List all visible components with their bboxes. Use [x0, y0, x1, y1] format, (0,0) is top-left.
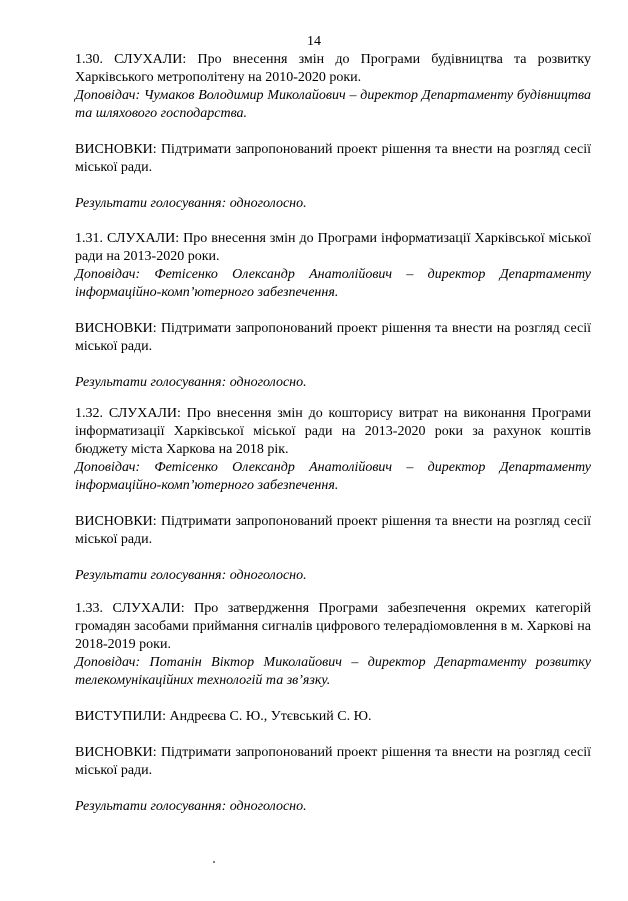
- vote-result: Результати голосування: одноголосно.: [75, 799, 307, 814]
- heard-heading: 1.32. СЛУХАЛИ: Про внесення змін до кошторису витрат на виконання Програми інформатизації Харківської міської ради на 2013-2020 роки за рахунок коштів бюджету міста Харкова на 2018 рік.: [75, 406, 591, 457]
- speaker-line: Доповідач: Потанін Віктор Миколайович – директор Департаменту розвитку телекомунікаційних технологій та зв’язку.: [75, 655, 591, 688]
- vote-result: Результати голосування: одноголосно.: [75, 568, 307, 583]
- vote-result: Результати голосування: одноголосно.: [75, 375, 307, 390]
- page-number: 14: [307, 34, 321, 49]
- conclusion-text: ВИСНОВКИ: Підтримати запропонований проект рішення та внести на розгляд сесії міської ради.: [75, 142, 591, 175]
- conclusion-text: ВИСНОВКИ: Підтримати запропонований проект рішення та внести на розгляд сесії міської ради.: [75, 321, 591, 354]
- vote-result: Результати голосування: одноголосно.: [75, 196, 307, 211]
- heard-heading: 1.33. СЛУХАЛИ: Про затвердження Програми забезпечення окремих категорій громадян засобами приймання сигналів цифрового телерадіомовлення в м. Харкові на 2018-2019 роки.: [75, 601, 591, 652]
- speaker-line: Доповідач: Фетісенко Олександр Анатолійович – директор Департаменту інформаційно-комп’ютерного забезпечення.: [75, 267, 591, 300]
- conclusion-text: ВИСНОВКИ: Підтримати запропонований проект рішення та внести на розгляд сесії міської ради.: [75, 514, 591, 547]
- agenda-item-1-32: [75, 405, 591, 585]
- speaker-line: Доповідач: Фетісенко Олександр Анатолійович – директор Департаменту інформаційно-комп’ютерного забезпечення.: [75, 460, 591, 493]
- conclusion-text: ВИСНОВКИ: Підтримати запропонований проект рішення та внести на розгляд сесії міської ради.: [75, 745, 591, 778]
- heard-heading: 1.31. СЛУХАЛИ: Про внесення змін до Програми інформатизації Харківської міської ради на 2013-2020 роки.: [75, 231, 591, 264]
- agenda-item-1-30: [75, 51, 591, 213]
- speakers-out: ВИСТУПИЛИ: Андреєва С. Ю., Утєвський С. Ю.: [75, 709, 372, 724]
- scan-speck: [213, 861, 215, 863]
- agenda-item-1-33: [75, 600, 591, 816]
- speaker-line: Доповідач: Чумаков Володимир Миколайович – директор Департаменту будівництва та шляхового господарства.: [75, 88, 591, 121]
- agenda-item-1-31: [75, 230, 591, 392]
- heard-heading: 1.30. СЛУХАЛИ: Про внесення змін до Програми будівництва та розвитку Харківського метрополітену на 2010-2020 роки.: [75, 52, 591, 85]
